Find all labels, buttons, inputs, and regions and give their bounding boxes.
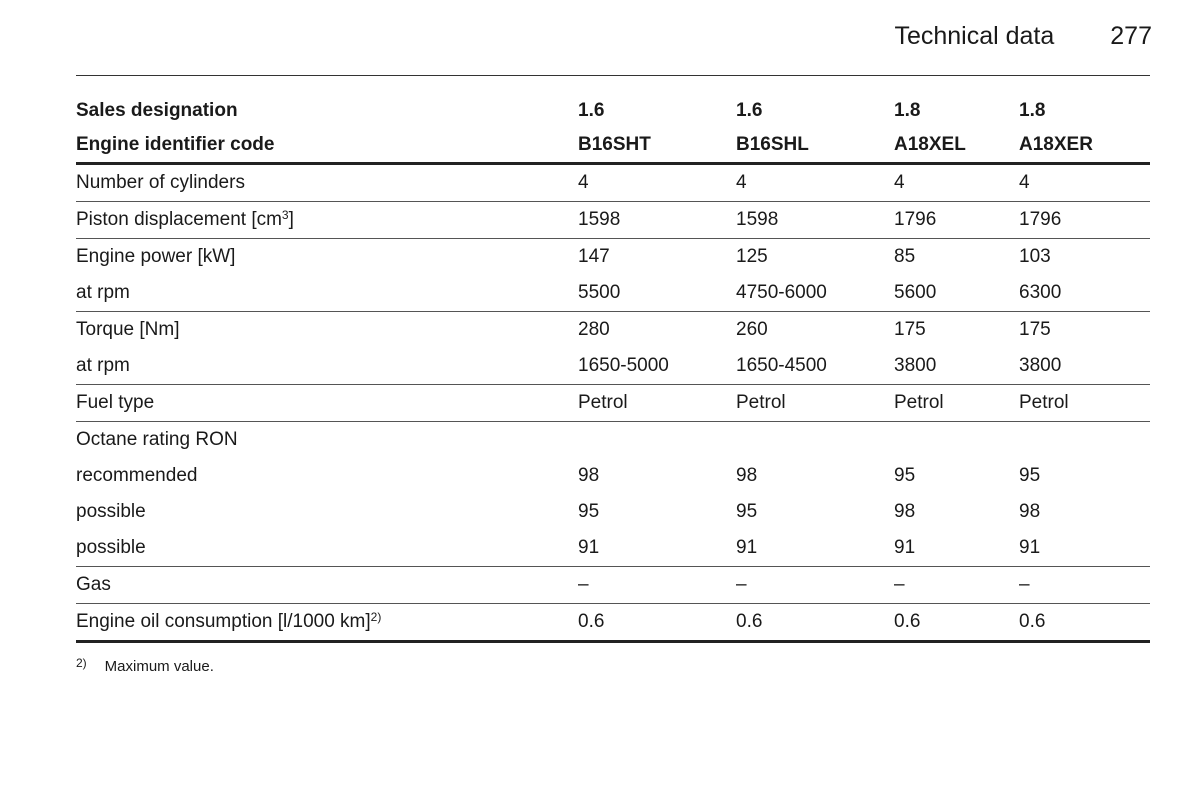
table-cell: A18XEL	[894, 128, 1019, 164]
table-cell: 1650-5000	[578, 355, 669, 376]
row-label: possible	[76, 501, 146, 522]
sales-designation-row	[76, 94, 1150, 128]
table-cell: 3800	[1019, 355, 1062, 376]
page-number: 277	[1110, 22, 1152, 50]
table-cell: 0.6	[894, 604, 1019, 642]
table-row	[76, 202, 1150, 239]
table-cell: 1598	[578, 202, 736, 239]
row-label-tail: ]	[288, 209, 294, 230]
table-cell: 91	[736, 537, 758, 558]
row-label: Sales designation	[76, 100, 238, 121]
table-row	[76, 567, 1150, 604]
table-cell: 0.6	[1019, 604, 1150, 642]
header-divider	[76, 75, 1150, 76]
row-label: recommended	[76, 465, 198, 486]
table-cell: 91	[1019, 537, 1041, 558]
table-cell: 1598	[736, 202, 894, 239]
table-cell: 95	[578, 501, 600, 522]
table-cell: Petrol	[736, 385, 894, 422]
table-cell: B16SHT	[578, 128, 736, 164]
table-cell	[578, 422, 736, 459]
table-cell: 175	[894, 312, 1019, 349]
table-cell: 0.6	[578, 604, 736, 642]
table-cell: 4	[894, 172, 905, 193]
table-cell: Petrol	[578, 385, 736, 422]
table-cell: A18XER	[1019, 128, 1150, 164]
table-cell: B16SHL	[736, 128, 894, 164]
table-cell: –	[736, 567, 894, 604]
row-label: at rpm	[76, 355, 130, 376]
table-cell: –	[894, 567, 1019, 604]
table-row	[76, 494, 1150, 530]
table-cell: 1.6	[578, 100, 605, 121]
row-label	[76, 604, 578, 642]
table-cell: 1796	[894, 202, 1019, 239]
table-cell: 1.8	[1019, 100, 1046, 121]
table-cell: 3800	[894, 355, 937, 376]
row-label-text: Piston displacement [cm	[76, 209, 282, 230]
row-label: Engine identifier code	[76, 128, 578, 164]
table-cell: 1650-4500	[736, 355, 827, 376]
table-cell: 98	[578, 465, 600, 486]
table-cell: 91	[578, 537, 600, 558]
page-header	[894, 22, 1152, 51]
table-row	[76, 164, 1150, 202]
engine-spec-table	[76, 94, 1150, 643]
table-cell: Petrol	[894, 385, 1019, 422]
table-row	[76, 604, 1150, 642]
table-cell: 98	[736, 465, 758, 486]
table-cell: 6300	[1019, 282, 1062, 303]
table-row	[76, 422, 1150, 459]
row-label: Torque [Nm]	[76, 312, 578, 349]
table-row	[76, 312, 1150, 349]
table-cell: 5500	[578, 282, 621, 303]
row-label: Gas	[76, 567, 578, 604]
table-cell: 4	[736, 172, 747, 193]
table-cell	[894, 422, 1019, 459]
table-cell: 280	[578, 312, 736, 349]
table-cell: 147	[578, 239, 736, 276]
engine-identifier-row	[76, 128, 1150, 164]
row-label: possible	[76, 537, 146, 558]
table-cell: 4	[1019, 172, 1030, 193]
footnote-text: Maximum value.	[104, 658, 214, 675]
row-label: Fuel type	[76, 385, 578, 422]
row-label: Octane rating RON	[76, 422, 578, 459]
row-label-text: Engine oil consumption [l/1000 km]	[76, 611, 371, 632]
row-label	[76, 202, 578, 239]
superscript: 3	[281, 208, 289, 222]
table-row	[76, 458, 1150, 494]
table-cell: 98	[1019, 501, 1041, 522]
table-cell	[1019, 422, 1150, 459]
row-label: at rpm	[76, 282, 130, 303]
table-cell: Petrol	[1019, 385, 1150, 422]
table-cell: 4	[578, 172, 589, 193]
table-cell: 98	[894, 501, 916, 522]
table-cell	[736, 422, 894, 459]
table-row	[76, 530, 1150, 567]
footnote-marker: 2)	[76, 656, 87, 670]
footnote-reference: 2)	[370, 610, 382, 624]
table-cell: 91	[894, 537, 916, 558]
table-cell: –	[578, 567, 736, 604]
table-cell: 1.6	[736, 100, 763, 121]
table-cell: 1.8	[894, 100, 921, 121]
row-label: Number of cylinders	[76, 172, 245, 193]
table-cell: 4750-6000	[736, 282, 827, 303]
table-cell: 1796	[1019, 202, 1150, 239]
table-cell: –	[1019, 567, 1150, 604]
footnote	[76, 658, 214, 675]
table-row	[76, 239, 1150, 276]
table-cell: 95	[894, 465, 916, 486]
row-label: Engine power [kW]	[76, 239, 578, 276]
table-cell: 5600	[894, 282, 937, 303]
section-title: Technical data	[894, 22, 1055, 50]
table-cell: 95	[736, 501, 758, 522]
table-cell: 95	[1019, 465, 1041, 486]
table-cell: 85	[894, 239, 1019, 276]
table-row	[76, 275, 1150, 312]
table-row	[76, 385, 1150, 422]
table-cell: 103	[1019, 239, 1150, 276]
table-cell: 175	[1019, 312, 1150, 349]
table-row	[76, 348, 1150, 385]
table-cell: 260	[736, 312, 894, 349]
table-cell: 125	[736, 239, 894, 276]
table-cell: 0.6	[736, 604, 894, 642]
